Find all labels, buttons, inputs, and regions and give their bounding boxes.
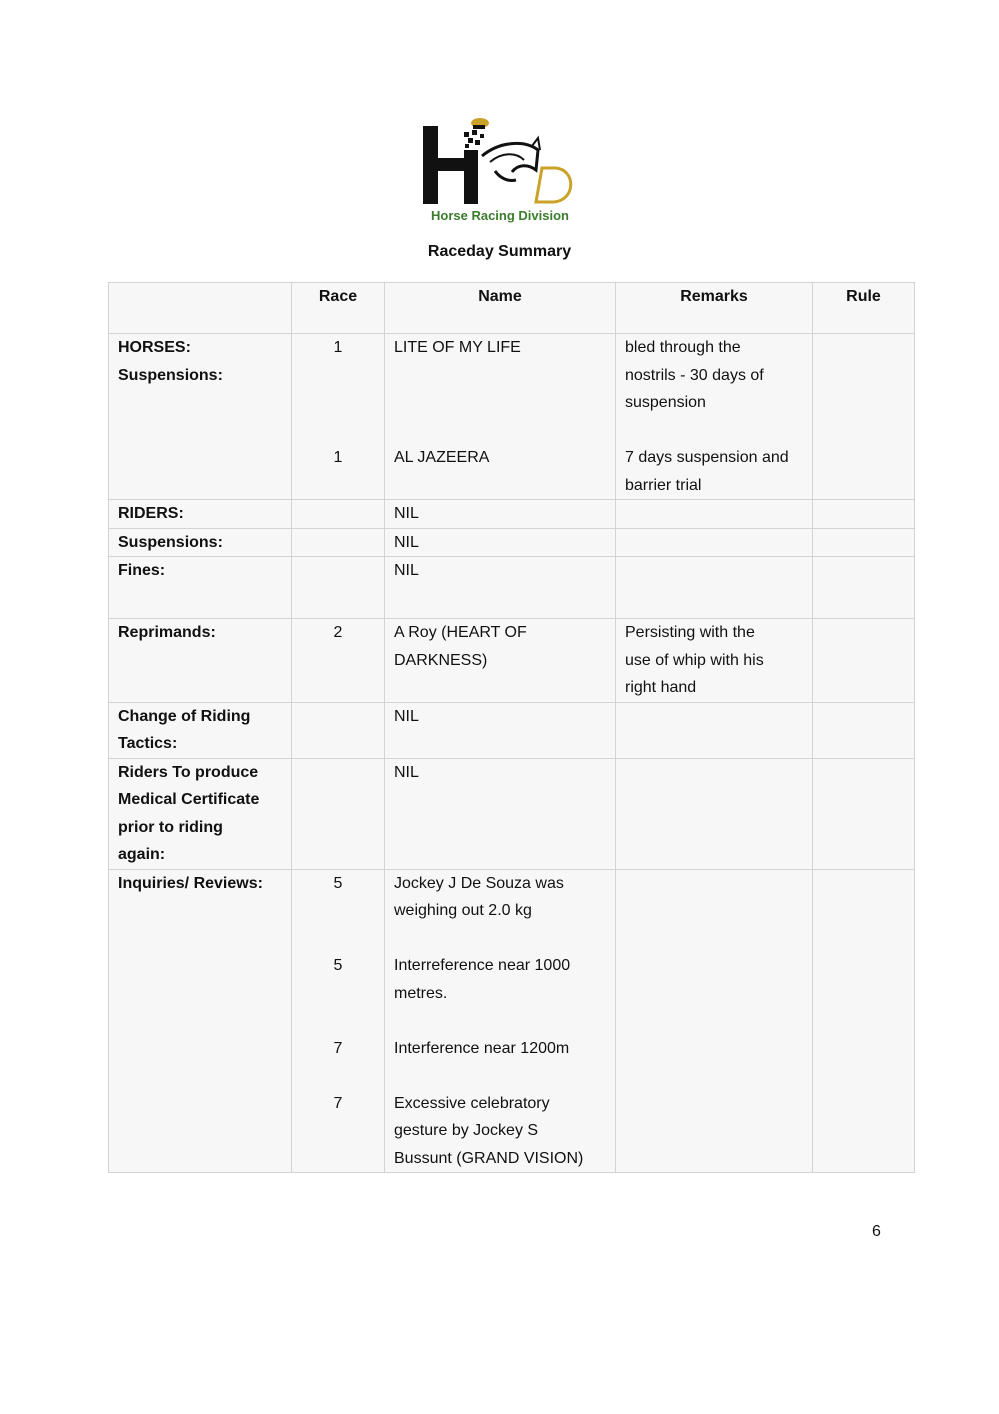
- category-line: Suspensions:: [118, 366, 223, 384]
- name-cell: NIL: [385, 758, 616, 869]
- header-category: [109, 283, 292, 334]
- table-row-inquiries: [109, 869, 915, 1173]
- rule-cell: [813, 500, 915, 529]
- remarks-line: barrier trial: [625, 476, 702, 494]
- race-value: 7: [333, 1039, 343, 1057]
- rule-cell: [813, 334, 915, 500]
- horse-name: AL JAZEERA: [394, 449, 490, 466]
- category-line: Medical Certificate: [118, 791, 260, 808]
- remarks-cell: [616, 702, 813, 758]
- category-reprimands: Reprimands:: [109, 619, 292, 703]
- category-line: prior to riding: [118, 818, 223, 836]
- remarks-line: bled through the: [625, 339, 741, 356]
- name-line: Excessive celebratory: [394, 1094, 550, 1112]
- race-cell: [292, 702, 385, 758]
- race-cell: 2: [292, 619, 385, 703]
- name-cell: NIL: [385, 500, 616, 529]
- category-medical: [109, 758, 292, 869]
- page-number: 6: [872, 1223, 881, 1240]
- category-horses: [109, 334, 292, 500]
- name-cell: NIL: [385, 557, 616, 619]
- name-line: Bussunt (GRAND VISION): [394, 1149, 584, 1167]
- name-cell: NIL: [385, 528, 616, 557]
- remarks-line: use of whip with his: [625, 651, 764, 669]
- remarks-cell: [616, 758, 813, 869]
- table-row-riders: [109, 500, 915, 529]
- name-cell: NIL: [385, 702, 616, 758]
- category-line: Riders To produce: [118, 763, 259, 781]
- remarks-cell: [616, 334, 813, 500]
- race-value: 1: [333, 339, 343, 356]
- rule-cell: [813, 758, 915, 869]
- category-suspensions: Suspensions:: [109, 528, 292, 557]
- category-line: again:: [118, 846, 166, 863]
- rule-cell: [813, 528, 915, 557]
- name-cell: [385, 334, 616, 500]
- race-value: 7: [333, 1094, 343, 1112]
- name-cell: [385, 869, 616, 1173]
- rule-cell: [813, 702, 915, 758]
- remarks-cell: [616, 500, 813, 529]
- remarks-cell: [616, 528, 813, 557]
- race-value: 1: [333, 449, 343, 466]
- category-line: HORSES:: [118, 339, 191, 356]
- race-value: 5: [333, 957, 343, 974]
- name-line: DARKNESS): [394, 651, 488, 669]
- header-race: Race: [292, 283, 385, 334]
- race-cell: [292, 557, 385, 619]
- table-row-fines: [109, 557, 915, 619]
- name-line: weighing out 2.0 kg: [394, 902, 532, 919]
- remarks-line: nostrils - 30 days of: [625, 366, 764, 384]
- name-cell: [385, 619, 616, 703]
- header-name: Name: [385, 283, 616, 334]
- name-line: gesture by Jockey S: [394, 1122, 539, 1139]
- table-row-suspensions: [109, 528, 915, 557]
- header-rule: Rule: [813, 283, 915, 334]
- remarks-cell: [616, 557, 813, 619]
- race-cell: [292, 334, 385, 500]
- race-value: 5: [333, 874, 343, 892]
- race-cell: [292, 528, 385, 557]
- remarks-line: 7 days suspension and: [625, 449, 789, 466]
- remarks-line: Persisting with the: [625, 624, 755, 641]
- table-header-row: [109, 283, 915, 334]
- category-inquiries: Inquiries/ Reviews:: [109, 869, 292, 1173]
- table-row-horses: [109, 334, 915, 500]
- rule-cell: [813, 619, 915, 703]
- horse-name: LITE OF MY LIFE: [394, 339, 521, 356]
- category-line: Change of Riding: [118, 707, 251, 725]
- name-line: A Roy (HEART OF: [394, 624, 527, 641]
- raceday-summary-table: [108, 282, 915, 1173]
- category-riders: RIDERS:: [109, 500, 292, 529]
- category-line: Tactics:: [118, 735, 178, 752]
- category-fines: Fines:: [109, 557, 292, 619]
- name-line: metres.: [394, 984, 448, 1002]
- page-title: Raceday Summary: [427, 243, 572, 260]
- category-tactics: [109, 702, 292, 758]
- name-line: Interreference near 1000: [394, 957, 571, 974]
- table-row-reprimands: [109, 619, 915, 703]
- remarks-cell: [616, 619, 813, 703]
- remarks-cell: [616, 869, 813, 1173]
- name-line: Interference near 1200m: [394, 1039, 570, 1057]
- header-remarks: Remarks: [616, 283, 813, 334]
- table-row-tactics: [109, 702, 915, 758]
- hrd-logo-mark: [420, 116, 580, 208]
- race-cell: [292, 500, 385, 529]
- name-line: Jockey J De Souza was: [394, 874, 564, 892]
- race-cell: [292, 869, 385, 1173]
- hrd-logo: [420, 116, 580, 228]
- rule-cell: [813, 869, 915, 1173]
- rule-cell: [813, 557, 915, 619]
- remarks-line: suspension: [625, 394, 706, 411]
- table-row-medical: [109, 758, 915, 869]
- race-cell: [292, 758, 385, 869]
- remarks-line: right hand: [625, 679, 697, 696]
- logo-text: Horse Racing Division: [431, 208, 569, 223]
